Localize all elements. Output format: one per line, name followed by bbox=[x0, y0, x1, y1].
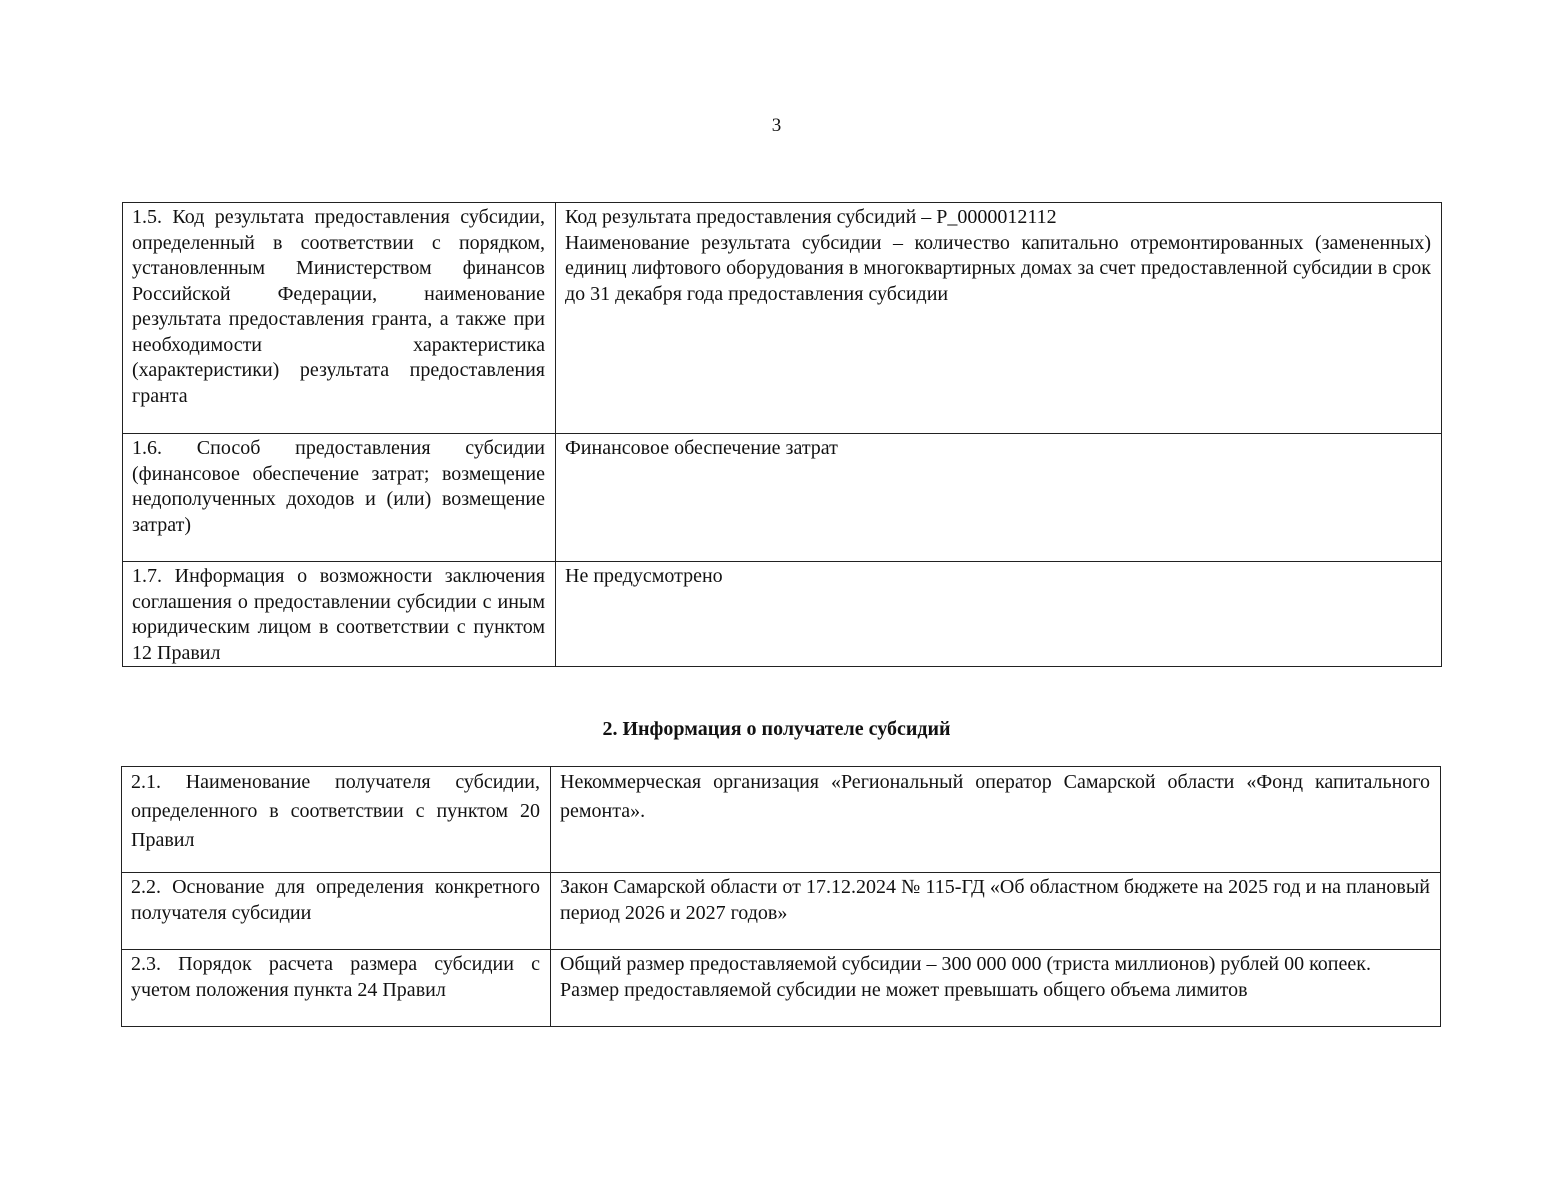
row-label: 2.3. Порядок расчета размера субсидии с учетом положения пункта 24 Правил bbox=[122, 950, 551, 1027]
row-value bbox=[551, 767, 1441, 873]
value-paragraph: Не предусмотрено bbox=[565, 565, 723, 587]
page-number: 3 bbox=[771, 115, 782, 136]
table-row bbox=[123, 434, 1442, 562]
row-label: 1.5. Код результата предоставления субсидии, определенный в соответствии с порядком, установленным Министерством финансов Российской Федерации, наименование результата предоставления гранта, а также при необходимости характеристика (характеристики) результата предоставления гранта bbox=[123, 203, 556, 434]
table-row bbox=[122, 873, 1441, 950]
table-row bbox=[123, 203, 1442, 434]
subsidy-info-table bbox=[122, 202, 1442, 667]
row-label: 1.7. Информация о возможности заключения соглашения о предоставлении субсидии с иным юридическим лицом в соответствии с пунктом 12 Правил bbox=[123, 562, 556, 667]
value-paragraph: Некоммерческая организация «Региональный оператор Самарской области «Фонд капитального ремонта». bbox=[560, 771, 1430, 822]
value-paragraph: Закон Самарской области от 17.12.2024 № 115-ГД «Об областном бюджете на 2025 год и на плановый период 2026 и 2027 годов» bbox=[560, 876, 1430, 924]
row-label: 2.1. Наименование получателя субсидии, определенного в соответствии с пунктом 20 Правил bbox=[122, 767, 551, 873]
row-value bbox=[551, 873, 1441, 950]
table-row bbox=[122, 767, 1441, 873]
row-label: 2.2. Основание для определения конкретного получателя субсидии bbox=[122, 873, 551, 950]
value-paragraph: Наименование результата субсидии – количество капитально отремонтированных (замененных) единиц лифтового оборудования в многоквартирных домах за счет предоставленной субсидии в срок до 31 декабря года предоставления субсидии bbox=[565, 231, 1431, 305]
recipient-info-table bbox=[121, 766, 1441, 1027]
section-heading: 2. Информация о получателе субсидий bbox=[602, 718, 951, 740]
value-paragraph: Размер предоставляемой субсидии не может превышать общего объема лимитов bbox=[560, 978, 1248, 1001]
value-paragraph: Финансовое обеспечение затрат bbox=[565, 437, 838, 459]
value-paragraph: Код результата предоставления субсидий – Р_0000012112 bbox=[565, 206, 1057, 228]
row-value bbox=[551, 950, 1441, 1027]
row-label: 1.6. Способ предоставления субсидии (финансовое обеспечение затрат; возмещение недополученных доходов и (или) возмещение затрат) bbox=[123, 434, 556, 562]
table-row bbox=[122, 950, 1441, 1027]
value-paragraph: Общий размер предоставляемой субсидии – 300 000 000 (триста миллионов) рублей 00 копеек. bbox=[560, 953, 1371, 975]
table-row bbox=[123, 562, 1442, 667]
row-value bbox=[556, 203, 1442, 434]
row-value bbox=[556, 562, 1442, 667]
row-value bbox=[556, 434, 1442, 562]
